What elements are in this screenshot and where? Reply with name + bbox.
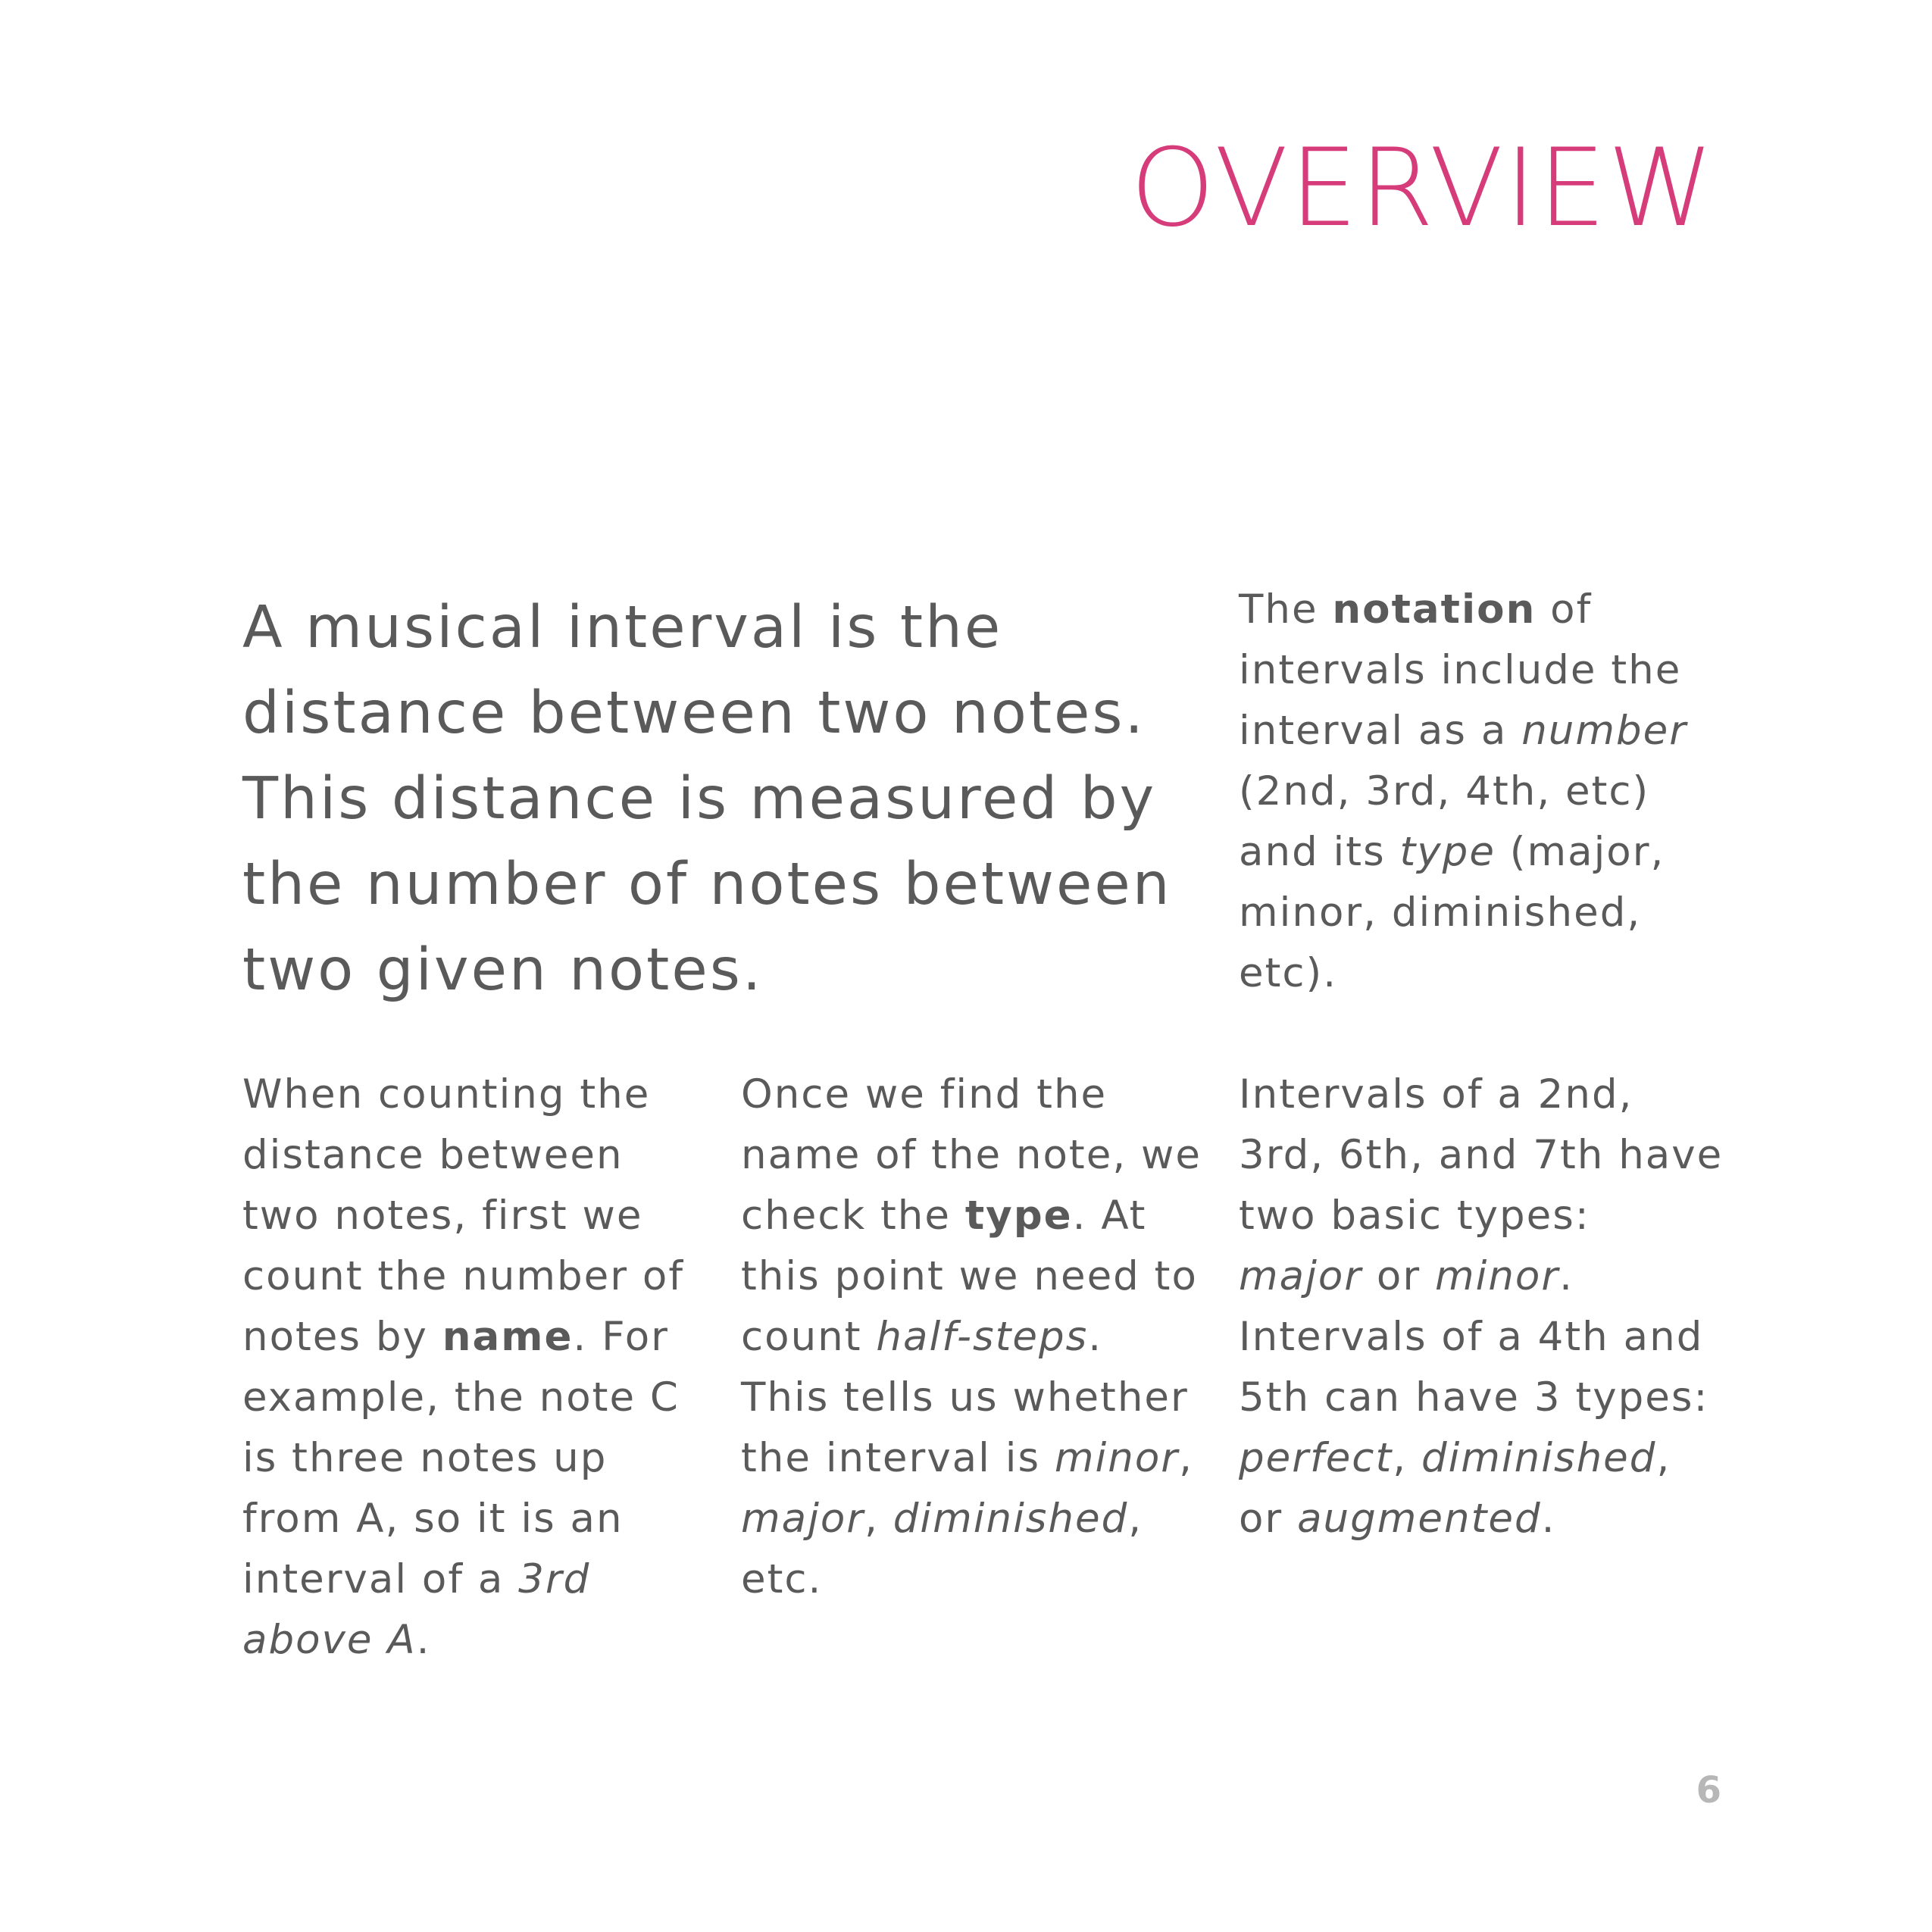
notation-text: The [1239,586,1333,633]
interval-types-italic-term: augmented [1297,1496,1542,1542]
counting-bold-term: name [442,1314,574,1360]
type-check-text: , [864,1496,893,1542]
notation-bold-term: notation [1332,586,1537,633]
type-check-text: , [1179,1435,1193,1481]
page-title: OVERVIEW [1130,126,1715,251]
interval-types-paragraph [1239,1064,1724,1549]
notation-text: (2nd, 3rd, 4th, etc) and its [1239,768,1650,875]
interval-types-text: , [1393,1435,1421,1481]
lead-paragraph: A musical interval is the distance between two notes. This distance is measured by the number of notes between two given notes. [242,594,1172,1004]
counting-text: When counting the distance between two notes, first we count the number of notes by [242,1071,684,1360]
type-check-italic-term: minor [1054,1435,1180,1481]
notation-italic-term: type [1399,829,1496,875]
interval-types-text: or [1362,1253,1435,1299]
notation-text: of intervals include the interval as a [1239,586,1682,754]
notation-text: (major, minor, diminished, etc). [1239,829,1665,996]
type-check-italic-term: half-steps [876,1314,1089,1360]
type-check-text: . At this point we need to count [741,1193,1198,1360]
counting-text: . For example, the note C is three notes up from A, so it is an interval of a [242,1314,680,1602]
counting-italic-term: 3rd above A [242,1556,591,1663]
interval-types-italic-term: minor [1434,1253,1560,1299]
type-check-paragraph [741,1064,1203,1610]
type-check-text: . This tells us whether the interval is [741,1314,1189,1481]
interval-types-italic-term: diminished [1421,1435,1657,1481]
page-number: 6 [1696,1769,1721,1812]
type-check-italic-term: diminished [893,1496,1129,1542]
interval-types-italic-term: perfect [1239,1435,1393,1481]
counting-paragraph [242,1064,705,1671]
interval-types-text: . Intervals of a 4th and 5th can have 3 types: [1239,1253,1709,1421]
interval-types-text: , or [1239,1435,1671,1542]
counting-text: . [416,1617,431,1663]
interval-types-text: Intervals of a 2nd, 3rd, 6th, and 7th have two basic types: [1239,1071,1724,1239]
type-check-italic-term: major [741,1496,865,1542]
interval-types-text: . [1541,1496,1556,1542]
type-check-text: Once we find the name of the note, we check the [741,1071,1202,1239]
interval-types-italic-term: major [1239,1253,1363,1299]
notation-italic-term: number [1521,708,1688,754]
type-check-text: , etc. [741,1496,1143,1602]
type-check-bold-term: type [964,1193,1073,1239]
notation-paragraph [1239,580,1724,1004]
